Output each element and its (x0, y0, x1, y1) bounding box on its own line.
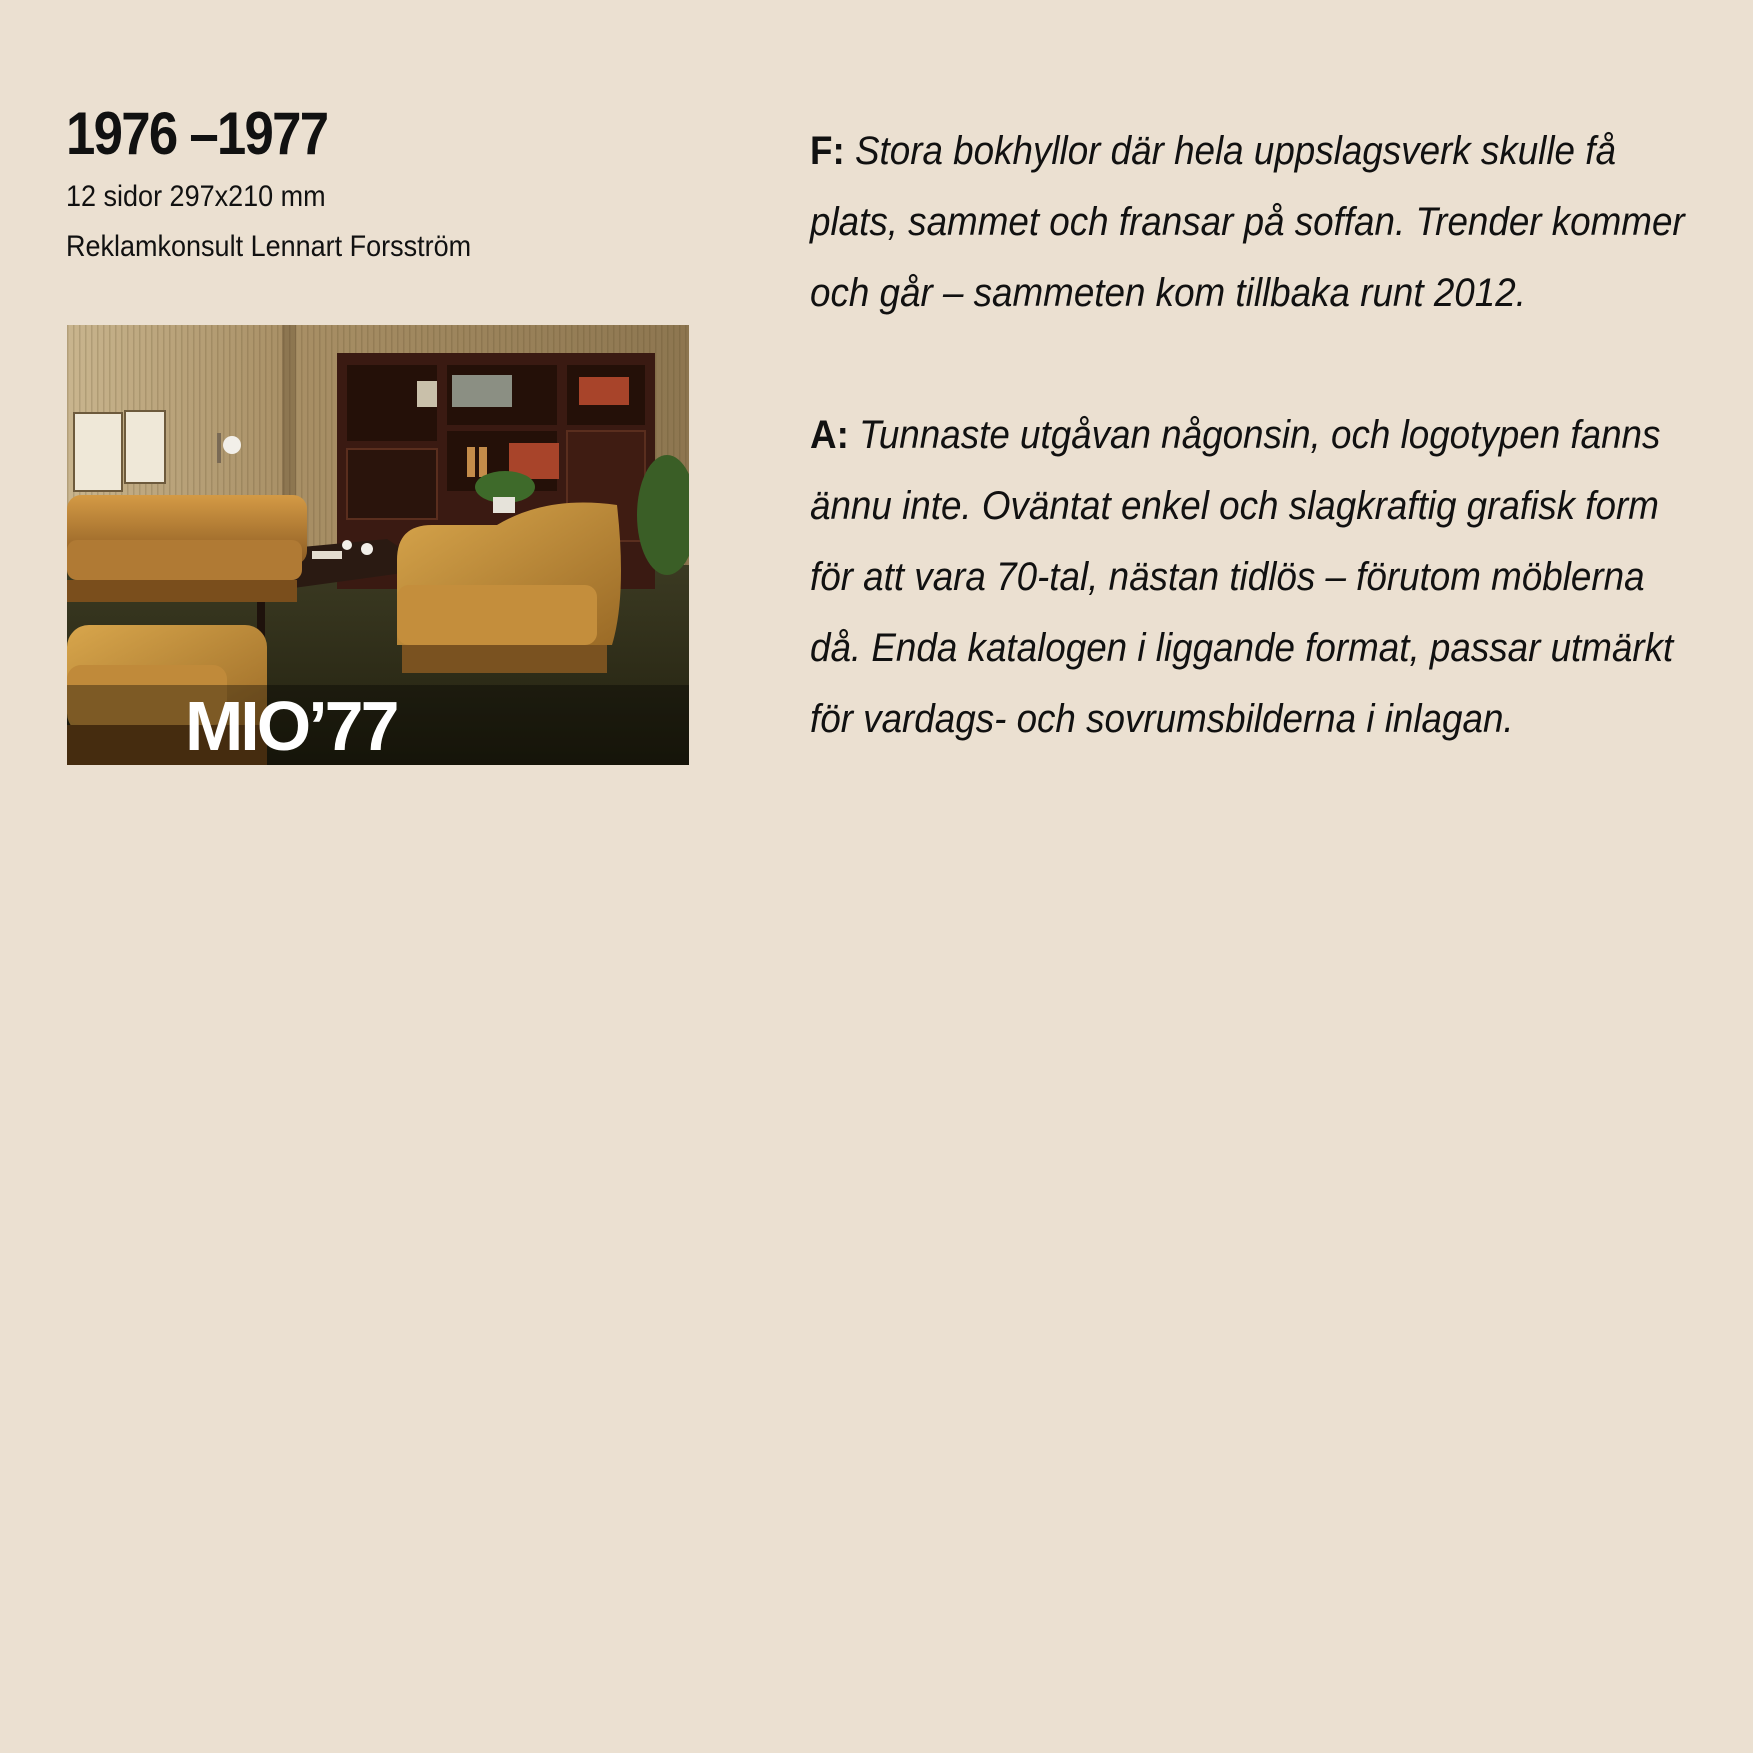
catalog-info (66, 100, 706, 272)
comment-f (810, 116, 1698, 329)
comments-column (810, 116, 1700, 755)
comment-a-label: A: (810, 413, 849, 457)
cover-logo: MIO’77 (185, 687, 397, 765)
comment-a (810, 400, 1698, 755)
comment-a-text: Tunnaste utgåvan någonsin, och logotypen fanns ännu inte. Oväntat enkel och slagkraftig grafisk form för att vara 70-tal, nästan tidlös – förutom möblerna då. Enda katalogen i liggande format, passar utmärkt för vardags- och sovrumsbilderna i inlagan. (810, 413, 1674, 741)
catalog-agency: Reklamkonsult Lennart Forsström (66, 230, 472, 263)
catalog-cover-image (67, 325, 689, 765)
comment-f-text: Stora bokhyllor där hela uppslagsverk skulle få plats, sammet och fransar på soffan. Trender kommer och går – sammeten kom tillbaka runt 2012. (810, 129, 1685, 315)
living-room-photo-icon (67, 325, 689, 765)
comment-f-label: F: (810, 129, 845, 173)
catalog-format: 12 sidor 297x210 mm (66, 180, 326, 213)
catalog-years: 1976 –1977 (66, 100, 328, 167)
